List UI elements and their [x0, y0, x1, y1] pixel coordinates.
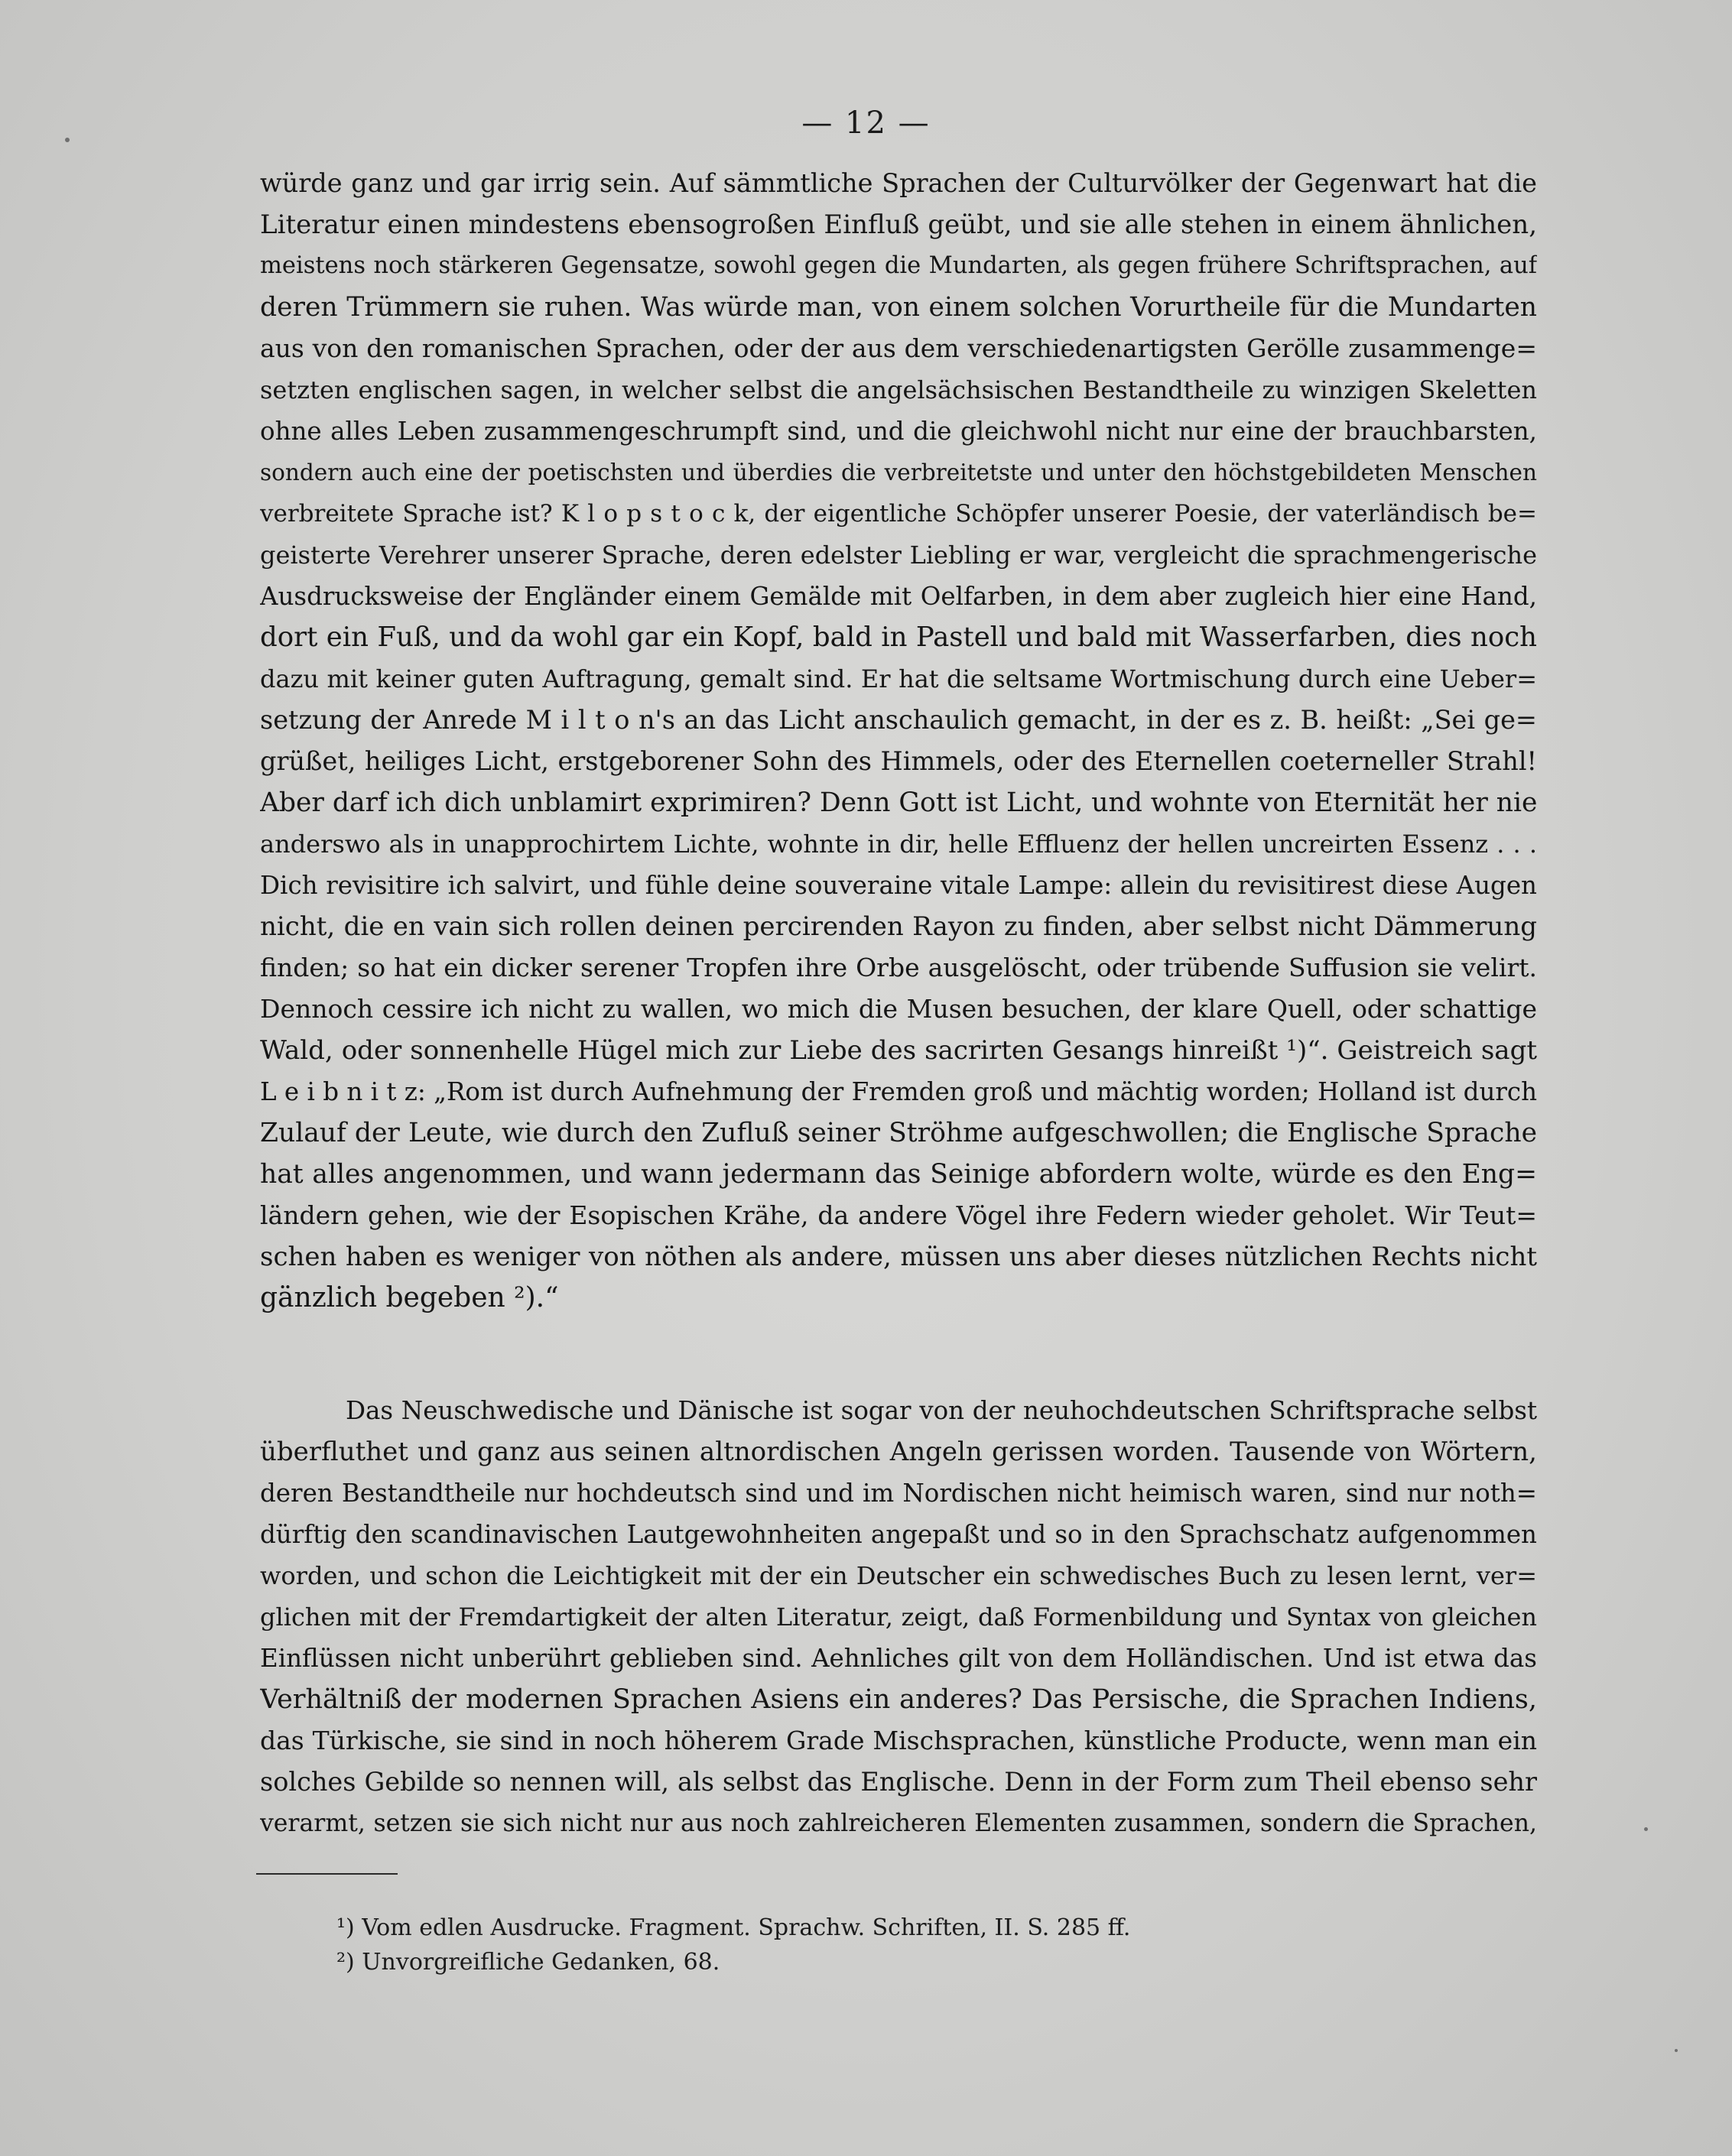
text-line: solches Gebilde so nennen will, als selbst das Englische. Denn in der Form zum Theil ebenso sehr — [260, 1767, 1537, 1797]
text-line: Literatur einen mindestens ebensogroßen Einfluß geübt, und sie alle stehen in einem ähnlichen, — [260, 209, 1537, 240]
text-line: das Türkische, sie sind in noch höherem Grade Mischsprachen, künstliche Producte, wenn man ein — [260, 1726, 1537, 1755]
footnote-divider — [256, 1873, 398, 1875]
paper-speck — [1644, 1827, 1648, 1831]
footnote: ¹) Vom edlen Ausdrucke. Fragment. Sprachw. Schriften, II. S. 285 ff. — [336, 1914, 1131, 1941]
footnote: ²) Unvorgreifliche Gedanken, 68. — [336, 1949, 720, 1976]
text-line: würde ganz und gar irrig sein. Auf sämmtliche Sprachen der Culturvölker der Gegenwart hat die — [260, 168, 1537, 198]
text-line: schen haben es weniger von nöthen als andere, müssen uns aber dieses nützlichen Rechts nicht — [260, 1242, 1537, 1272]
text-line: geisterte Verehrer unserer Sprache, deren edelster Liebling er war, vergleicht die sprachmengerische — [260, 541, 1537, 570]
text-line: aus von den romanischen Sprachen, oder der aus dem verschiedenartigsten Gerölle zusammenge= — [260, 333, 1537, 363]
text-line: Dich revisitire ich salvirt, und fühle deine souveraine vitale Lampe: allein du revisitirest diese Augen — [260, 871, 1537, 900]
text-line: ländern gehen, wie der Esopischen Krähe, da andere Vögel ihre Federn wieder geholet. Wir Teut= — [260, 1200, 1537, 1230]
paper-speck — [65, 138, 70, 142]
text-line: dazu mit keiner guten Auftragung, gemalt sind. Er hat die seltsame Wortmischung durch eine Ueber= — [260, 664, 1537, 693]
text-line: setzung der Anrede M i l t o n's an das Licht anschaulich gemacht, in der es z. B. heißt: „Sei ge= — [260, 705, 1537, 735]
text-line: Wald, oder sonnenhelle Hügel mich zur Liebe des sacrirten Gesangs hinreißt ¹)“. Geistreich sagt — [260, 1035, 1537, 1066]
text-line: deren Trümmern sie ruhen. Was würde man, von einem solchen Vorurtheile für die Mundarten — [260, 292, 1537, 323]
text-line: Das Neuschwedische und Dänische ist sogar von der neuhochdeutschen Schriftsprache selbst — [346, 1396, 1537, 1425]
text-line: Einflüssen nicht unberührt geblieben sind. Aehnliches gilt von dem Holländischen. Und ist etwa das — [260, 1644, 1537, 1673]
text-line: finden; so hat ein dicker serener Tropfen ihre Orbe ausgelöscht, oder trübende Suffusion sie velirt. — [260, 953, 1537, 982]
text-line: gänzlich begeben ²).“ — [260, 1282, 559, 1313]
text-line: Ausdrucksweise der Engländer einem Gemälde mit Oelfarben, in dem aber zugleich hier eine Hand, — [260, 582, 1537, 611]
text-line: ohne alles Leben zusammengeschrumpft sind, und die gleichwohl nicht nur eine der brauchbarsten, — [260, 417, 1537, 446]
text-line: glichen mit der Fremdartigkeit der alten Literatur, zeigt, daß Formenbildung und Syntax von gleichen — [260, 1602, 1537, 1632]
text-line: Verhältniß der modernen Sprachen Asiens ein anderes? Das Persische, die Sprachen Indiens, — [260, 1684, 1537, 1715]
text-line: verbreitete Sprache ist? K l o p s t o c k, der eigentliche Schöpfer unserer Poesie, der vaterländisch be= — [260, 500, 1537, 528]
text-line: worden, und schon die Leichtigkeit mit der ein Deutscher ein schwedisches Buch zu lesen lernt, ver= — [260, 1561, 1537, 1590]
text-line: meistens noch stärkeren Gegensatze, sowohl gegen die Mundarten, als gegen frühere Schriftsprachen, auf — [260, 252, 1537, 279]
text-line: anderswo als in unapprochirtem Lichte, wohnte in dir, helle Effluenz der hellen uncreirten Essenz . . . — [260, 830, 1537, 859]
text-line: deren Bestandtheile nur hochdeutsch sind und im Nordischen nicht heimisch waren, sind nur noth= — [260, 1479, 1537, 1508]
text-line: dort ein Fuß, und da wohl gar ein Kopf, bald in Pastell und bald mit Wasserfarben, dies noch — [260, 622, 1537, 653]
text-line: L e i b n i t z: „Rom ist durch Aufnehmung der Fremden groß und mächtig worden; Holland ist durch — [260, 1077, 1537, 1106]
text-line: sondern auch eine der poetischsten und überdies die verbreitetste und unter den höchstgebildeten Menschen — [260, 459, 1537, 485]
paper-speck — [1675, 2049, 1678, 2052]
text-line: hat alles angenommen, und wann jedermann das Seinige abfordern wolte, würde es den Eng= — [260, 1159, 1537, 1190]
text-line: dürftig den scandinavischen Lautgewohnheiten angepaßt und so in den Sprachschatz aufgenommen — [260, 1520, 1537, 1549]
text-line: nicht, die en vain sich rollen deinen percirenden Rayon zu finden, aber selbst nicht Dämmerung — [260, 911, 1537, 942]
text-line: überfluthet und ganz aus seinen altnordischen Angeln gerissen worden. Tausende von Wörtern, — [260, 1437, 1537, 1467]
page-number: — 12 — — [801, 106, 931, 141]
text-line: verarmt, setzen sie sich nicht nur aus noch zahlreicheren Elementen zusammen, sondern die Sprachen, — [260, 1810, 1537, 1837]
text-line: grüßet, heiliges Licht, erstgeborener Sohn des Himmels, oder des Eternellen coeterneller Strahl! — [260, 746, 1537, 776]
text-line: setzten englischen sagen, in welcher selbst die angelsächsischen Bestandtheile zu winzigen Skeletten — [260, 375, 1537, 404]
text-line: Dennoch cessire ich nicht zu wallen, wo mich die Musen besuchen, der klare Quell, oder schattige — [260, 994, 1537, 1024]
text-line: Zulauf der Leute, wie durch den Zufluß seiner Ströhme aufgeschwollen; die Englische Sprache — [260, 1118, 1537, 1148]
text-line: Aber darf ich dich unblamirt exprimiren? Denn Gott ist Licht, und wohnte von Eternität her nie — [260, 787, 1537, 818]
